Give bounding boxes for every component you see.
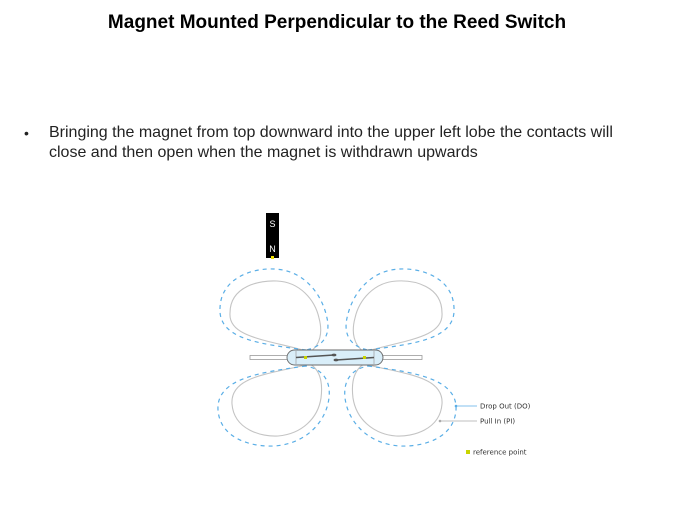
reference-point-right [363, 356, 366, 359]
reed-switch [250, 350, 422, 365]
legend [439, 403, 531, 457]
right-lead-wire [382, 356, 422, 360]
slide-title: Magnet Mounted Perpendicular to the Reed Switch [107, 12, 567, 33]
drop-out-label: Drop Out (DO) [480, 402, 531, 411]
magnet-reference-dot [271, 256, 274, 259]
reference-point-label: reference point [473, 448, 527, 457]
drop-out-lobe-lower-left [218, 366, 329, 446]
left-lead-wire [250, 356, 290, 360]
pull-in-lobe-upper-right [353, 281, 442, 352]
reference-point-swatch [466, 450, 470, 454]
bullet-text: Bringing the magnet from top downward into the upper left lobe the contacts will close and then open when the magnet is withdrawn upwards [49, 124, 613, 161]
drop-out-lobe-lower-right [345, 366, 456, 446]
pull-in-label: Pull In (PI) [480, 417, 516, 426]
reference-point-left [304, 356, 307, 359]
pull-in-lobe-lower-right [352, 364, 442, 436]
pull-in-lobe-upper-left [230, 281, 321, 352]
pull-in-lobe-lower-left [232, 364, 322, 436]
contact-tip-right [334, 359, 339, 362]
magnet-north-pole: N [269, 244, 276, 254]
magnet [266, 213, 279, 259]
magnet-south-pole: S [269, 219, 276, 229]
contact-tip-left [332, 354, 337, 357]
pull-in-leader-dot [439, 420, 442, 423]
bullet-marker: • [24, 125, 29, 141]
drop-out-leader-dot [455, 405, 458, 408]
